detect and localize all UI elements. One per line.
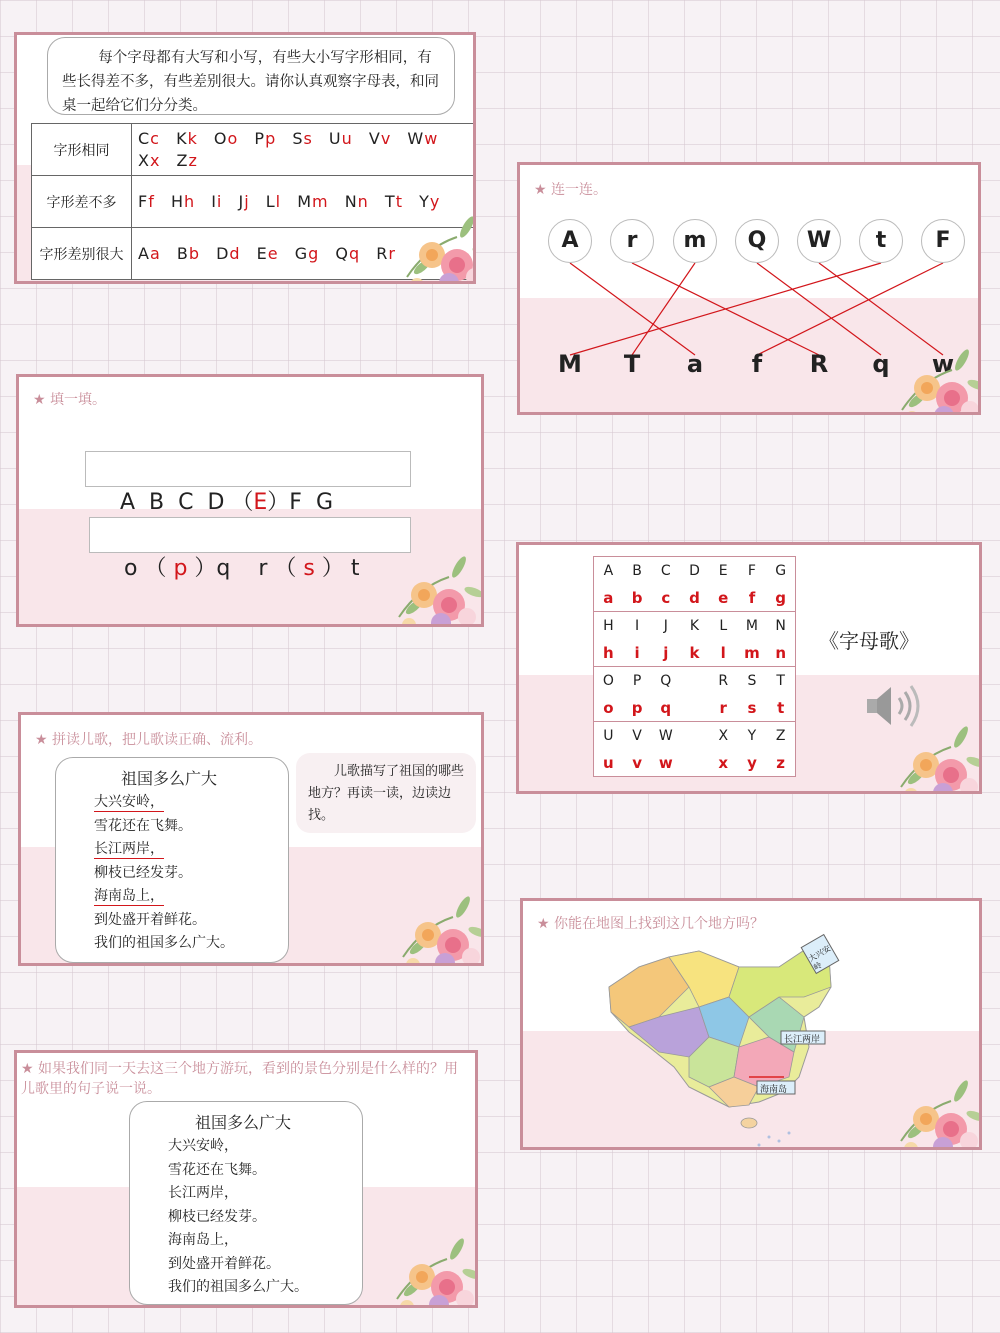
poem-line	[94, 932, 288, 956]
slide-read-poem	[18, 712, 484, 966]
row-text: ）F G	[267, 490, 333, 515]
poem-line-text: 雪花还在飞舞。	[168, 1161, 266, 1178]
uppercase-letter: Z	[775, 727, 786, 744]
flower-decoration	[891, 717, 982, 794]
poem-line	[168, 1253, 362, 1277]
letter-pair	[211, 192, 222, 211]
uppercase-letter: B	[176, 243, 189, 263]
lowercase-letter: k	[187, 128, 198, 148]
lowercase-letter: g	[775, 588, 787, 607]
uppercase-letter: C	[660, 562, 671, 579]
uppercase-letter: J	[663, 617, 668, 634]
lowercase-letter: i	[216, 191, 223, 211]
slide-letter-classification	[14, 32, 476, 284]
poem-box	[129, 1101, 363, 1305]
poem-title: 祖国多么广大	[120, 769, 217, 788]
slide-title: ★ 你能在地图上找到这几个地方吗？	[537, 916, 765, 932]
lowercase-letter: b	[188, 243, 200, 263]
uppercase-letter: G	[775, 562, 787, 579]
uppercase-letter: S	[292, 128, 304, 148]
category-label: 字形差别很大	[32, 228, 132, 280]
uppercase-letter: G	[294, 243, 309, 263]
lowercase-letter: z	[776, 753, 786, 772]
uppercase-letter: A	[603, 562, 614, 579]
category-label: 字形相同	[32, 124, 132, 176]
poem-line-text: 海南岛上，	[168, 1232, 238, 1248]
flower-decoration	[397, 207, 476, 284]
lowercase-letter: w	[658, 753, 673, 772]
lowercase-row	[594, 749, 795, 776]
lowercase-letter: r	[719, 698, 727, 717]
uppercase-row	[594, 722, 795, 749]
lowercase-row	[594, 694, 795, 721]
lowercase-letter: p	[631, 698, 643, 717]
uppercase-letter: J	[238, 191, 245, 211]
row-text: A B C D （	[119, 490, 254, 515]
uppercase-letter: U	[603, 727, 614, 744]
poem-line-text: 我们的祖国多么广大。	[94, 935, 234, 951]
alphabet-group	[594, 557, 795, 612]
lowercase-letter: h	[183, 191, 196, 211]
uppercase-letter: Z	[176, 150, 189, 170]
answer-blank[interactable]: E	[253, 490, 268, 515]
map-label-hainan: 海南岛	[760, 1085, 788, 1095]
uppercase-letter: F	[747, 562, 756, 579]
poem-line-text: 长江两岸，	[168, 1185, 238, 1201]
top-letter-circle[interactable]: m	[673, 219, 717, 263]
lowercase-letter: i	[634, 643, 640, 662]
poem-line	[168, 1229, 362, 1253]
lowercase-letter: v	[632, 753, 642, 772]
poem-line-text: 我们的祖国多么广大。	[168, 1279, 308, 1295]
poem-line-text: 大兴安岭，	[168, 1138, 238, 1154]
alphabet-group	[594, 667, 795, 722]
row-text: ） t	[314, 556, 360, 581]
match-line	[570, 263, 881, 355]
alphabet-group	[594, 722, 795, 776]
uppercase-letter: W	[658, 727, 673, 744]
poem-line	[94, 838, 288, 862]
poem-title: 祖国多么广大	[194, 1113, 291, 1132]
alphabet-group	[594, 612, 795, 667]
uppercase-letter: C	[138, 128, 151, 148]
uppercase-letter: X	[138, 150, 150, 170]
lowercase-letter: o	[227, 128, 239, 148]
top-letter-circle[interactable]: W	[797, 219, 841, 263]
slide-matching	[517, 162, 981, 415]
uppercase-letter: Q	[660, 672, 672, 689]
letter-pair	[216, 244, 240, 263]
flower-decoration	[892, 340, 981, 415]
uppercase-letter: D	[689, 562, 700, 579]
top-letter-circle[interactable]: A	[548, 219, 592, 263]
uppercase-letter: K	[689, 617, 700, 634]
uppercase-letter: Y	[747, 727, 757, 744]
slide-map	[520, 898, 982, 1150]
lowercase-letter: f	[148, 191, 155, 211]
lowercase-letter: e	[267, 243, 279, 263]
poem-line	[94, 791, 288, 815]
poem-line	[168, 1135, 362, 1159]
lowercase-letter: g	[308, 243, 320, 263]
match-line	[570, 263, 695, 355]
row-text: ）q r （	[187, 556, 304, 581]
uppercase-letter: V	[632, 727, 642, 744]
uppercase-letter: O	[213, 128, 228, 148]
uppercase-letter: U	[328, 128, 342, 148]
poem-line-text: 长江两岸，	[94, 841, 164, 857]
lowercase-letter: m	[744, 643, 760, 662]
uppercase-letter: V	[368, 128, 381, 148]
lowercase-letter: j	[244, 191, 250, 211]
top-letter-circle[interactable]: Q	[735, 219, 779, 263]
lowercase-letter: w	[424, 128, 439, 148]
poem-line-text: 大兴安岭，	[94, 794, 164, 810]
lowercase-letter: p	[265, 128, 277, 148]
uppercase-letter: F	[138, 191, 149, 211]
slide-title: ★ 连一连。	[534, 182, 608, 198]
poem-line	[168, 1206, 362, 1230]
bottom-letter[interactable]: q	[872, 350, 890, 378]
uppercase-letter: S	[747, 672, 757, 689]
letter-pair	[329, 129, 353, 148]
uppercase-letter: A	[138, 243, 150, 263]
lowercase-letter: h	[603, 643, 614, 662]
top-letter-circle[interactable]: t	[859, 219, 903, 263]
lowercase-letter: e	[718, 588, 729, 607]
uppercase-letter: E	[718, 562, 728, 579]
letter-pair	[238, 192, 249, 211]
poem-line-text: 到处盛开着鲜花。	[94, 911, 206, 928]
bottom-letter[interactable]: T	[623, 350, 641, 378]
lowercase-letter: a	[149, 243, 161, 263]
lowercase-letter: u	[603, 753, 614, 772]
lowercase-letter: f	[748, 588, 756, 607]
match-line	[757, 263, 881, 355]
slide-title: ★ 拼读儿歌，把儿歌读正确、流利。	[35, 732, 263, 748]
letter-pair	[138, 244, 161, 263]
poem-line	[168, 1182, 362, 1206]
flower-decoration	[387, 1229, 478, 1308]
song-title: 《字母歌》	[819, 629, 919, 653]
lowercase-letter: k	[689, 643, 700, 662]
letter-pair	[292, 129, 313, 148]
poem-line	[94, 885, 288, 909]
letter-pair	[254, 129, 276, 148]
flower-decoration	[389, 547, 484, 627]
lowercase-letter: r	[388, 243, 396, 263]
lowercase-letter: m	[312, 191, 329, 211]
poem-line	[168, 1276, 362, 1300]
letter-pair	[369, 129, 391, 148]
flower-decoration	[891, 1071, 982, 1150]
letter-pair	[176, 129, 198, 148]
lowercase-row	[594, 639, 795, 666]
uppercase-letter: I	[211, 191, 217, 211]
bottom-letter[interactable]: f	[751, 350, 763, 378]
uppercase-row	[594, 557, 795, 584]
slide-alphabet-song	[516, 542, 982, 794]
lowercase-letter: o	[603, 698, 614, 717]
lowercase-letter: n	[775, 643, 787, 662]
uppercase-letter: L	[265, 191, 276, 211]
letter-pair	[177, 151, 198, 170]
letter-pair	[257, 244, 279, 263]
uppercase-letter: R	[376, 243, 389, 263]
uppercase-letter: H	[170, 191, 184, 211]
poem-line-text: 柳枝已经发芽。	[94, 864, 192, 881]
lowercase-letter: d	[689, 588, 700, 607]
instruction-text: 每个字母都有大写和小写，有些大小写字形相同，有些长得差不多，有些差别很大。请你认真观察字母表，和同桌一起给它们分分类。	[47, 37, 455, 115]
uppercase-letter: M	[745, 617, 758, 634]
answer-blank[interactable]: s	[303, 556, 315, 581]
lowercase-letter: y	[747, 753, 757, 772]
letter-pair	[295, 244, 320, 263]
bottom-letter[interactable]: w	[931, 350, 955, 378]
uppercase-letter: W	[407, 128, 425, 148]
poem-line	[168, 1159, 362, 1183]
uppercase-letter: N	[775, 617, 786, 634]
lowercase-letter: d	[229, 243, 241, 263]
poem-box	[55, 757, 289, 963]
map-label-changjiang: 长江两岸	[784, 1035, 821, 1045]
poem-line	[94, 862, 288, 886]
category-label: 字形差不多	[32, 176, 132, 228]
alphabet-chart	[593, 556, 796, 777]
lowercase-row	[594, 584, 795, 611]
table-row	[32, 124, 476, 176]
uppercase-letter: N	[344, 191, 358, 211]
letter-pair	[138, 151, 160, 170]
poem-line-text: 海南岛上，	[94, 888, 164, 904]
bottom-letter[interactable]: R	[809, 350, 829, 378]
lowercase-letter: x	[718, 753, 729, 772]
letter-pair	[407, 129, 438, 148]
lowercase-letter: l	[720, 643, 726, 662]
uppercase-letter: H	[603, 617, 614, 634]
uppercase-letter: D	[216, 243, 230, 263]
top-letter-circle[interactable]: r	[610, 219, 654, 263]
uppercase-row	[594, 612, 795, 639]
lowercase-letter: q	[660, 698, 672, 717]
uppercase-letter: L	[719, 617, 728, 634]
lowercase-letter: z	[188, 150, 198, 170]
lowercase-letter: t	[777, 698, 785, 717]
lowercase-letter: a	[603, 588, 614, 607]
letter-pair	[297, 192, 328, 211]
uppercase-letter: E	[256, 243, 268, 263]
letter-pairs-cell	[132, 124, 476, 176]
uppercase-letter: I	[635, 617, 640, 634]
lowercase-letter: c	[150, 128, 160, 148]
letter-pair	[138, 192, 155, 211]
lowercase-letter: j	[663, 643, 669, 662]
poem-line-text: 到处盛开着鲜花。	[168, 1255, 280, 1272]
fill-row-uppercase	[85, 451, 411, 515]
map-label-daxinganling: 大兴安岭	[807, 943, 833, 973]
letter-pair	[177, 244, 200, 263]
row-text: o （	[123, 556, 174, 581]
lowercase-letter: v	[380, 128, 392, 148]
bottom-letter[interactable]: M	[558, 350, 582, 378]
letter-pair	[214, 129, 238, 148]
letter-pair	[171, 192, 195, 211]
poem-line-text: 雪花还在飞舞。	[94, 817, 192, 834]
uppercase-letter: K	[176, 128, 188, 148]
bottom-letter[interactable]: a	[686, 350, 704, 378]
match-line	[632, 263, 695, 355]
top-letter-circle[interactable]: F	[921, 219, 965, 263]
lowercase-letter: x	[149, 150, 161, 170]
uppercase-letter: T	[384, 191, 396, 211]
uppercase-row	[594, 667, 795, 694]
uppercase-letter: B	[632, 562, 642, 579]
lowercase-letter: t	[395, 191, 403, 211]
poem-line	[94, 909, 288, 933]
uppercase-letter: X	[718, 727, 729, 744]
letter-pair	[345, 192, 369, 211]
uppercase-letter: P	[254, 128, 266, 148]
letter-pair	[266, 192, 281, 211]
lowercase-letter: n	[357, 191, 369, 211]
uppercase-letter: M	[297, 191, 313, 211]
lowercase-letter: s	[747, 698, 757, 717]
fill-row-lowercase	[89, 517, 411, 581]
flower-decoration	[393, 887, 484, 966]
letter-pair	[138, 129, 160, 148]
slide-fill-blank	[16, 374, 484, 627]
slide-discuss-poem	[14, 1050, 478, 1308]
uppercase-letter: O	[602, 672, 614, 689]
uppercase-letter: Y	[419, 191, 430, 211]
slide-title: ★ 填一填。	[33, 392, 107, 408]
lowercase-letter: l	[275, 191, 282, 211]
lowercase-letter: s	[303, 128, 313, 148]
uppercase-letter: Q	[335, 243, 349, 263]
poem-line-text: 柳枝已经发芽。	[168, 1208, 266, 1225]
lowercase-letter: c	[661, 588, 671, 607]
uppercase-letter: T	[776, 672, 785, 689]
lowercase-letter: u	[341, 128, 353, 148]
letter-pair	[335, 244, 360, 263]
lowercase-letter: b	[631, 588, 643, 607]
answer-blank[interactable]: p	[173, 556, 188, 581]
poem-line	[94, 815, 288, 839]
uppercase-letter: P	[632, 672, 642, 689]
uppercase-letter: R	[718, 672, 729, 689]
lowercase-letter: y	[429, 191, 441, 211]
question-note: 儿歌描写了祖国的哪些地方？再读一读，边读边找。	[296, 753, 476, 833]
letter-pair	[376, 244, 396, 263]
slide-title: ★ 如果我们同一天去这三个地方游玩，看到的景色分别是什么样的？用儿歌里的句子说一说。	[21, 1061, 458, 1097]
lowercase-letter: q	[348, 243, 361, 263]
